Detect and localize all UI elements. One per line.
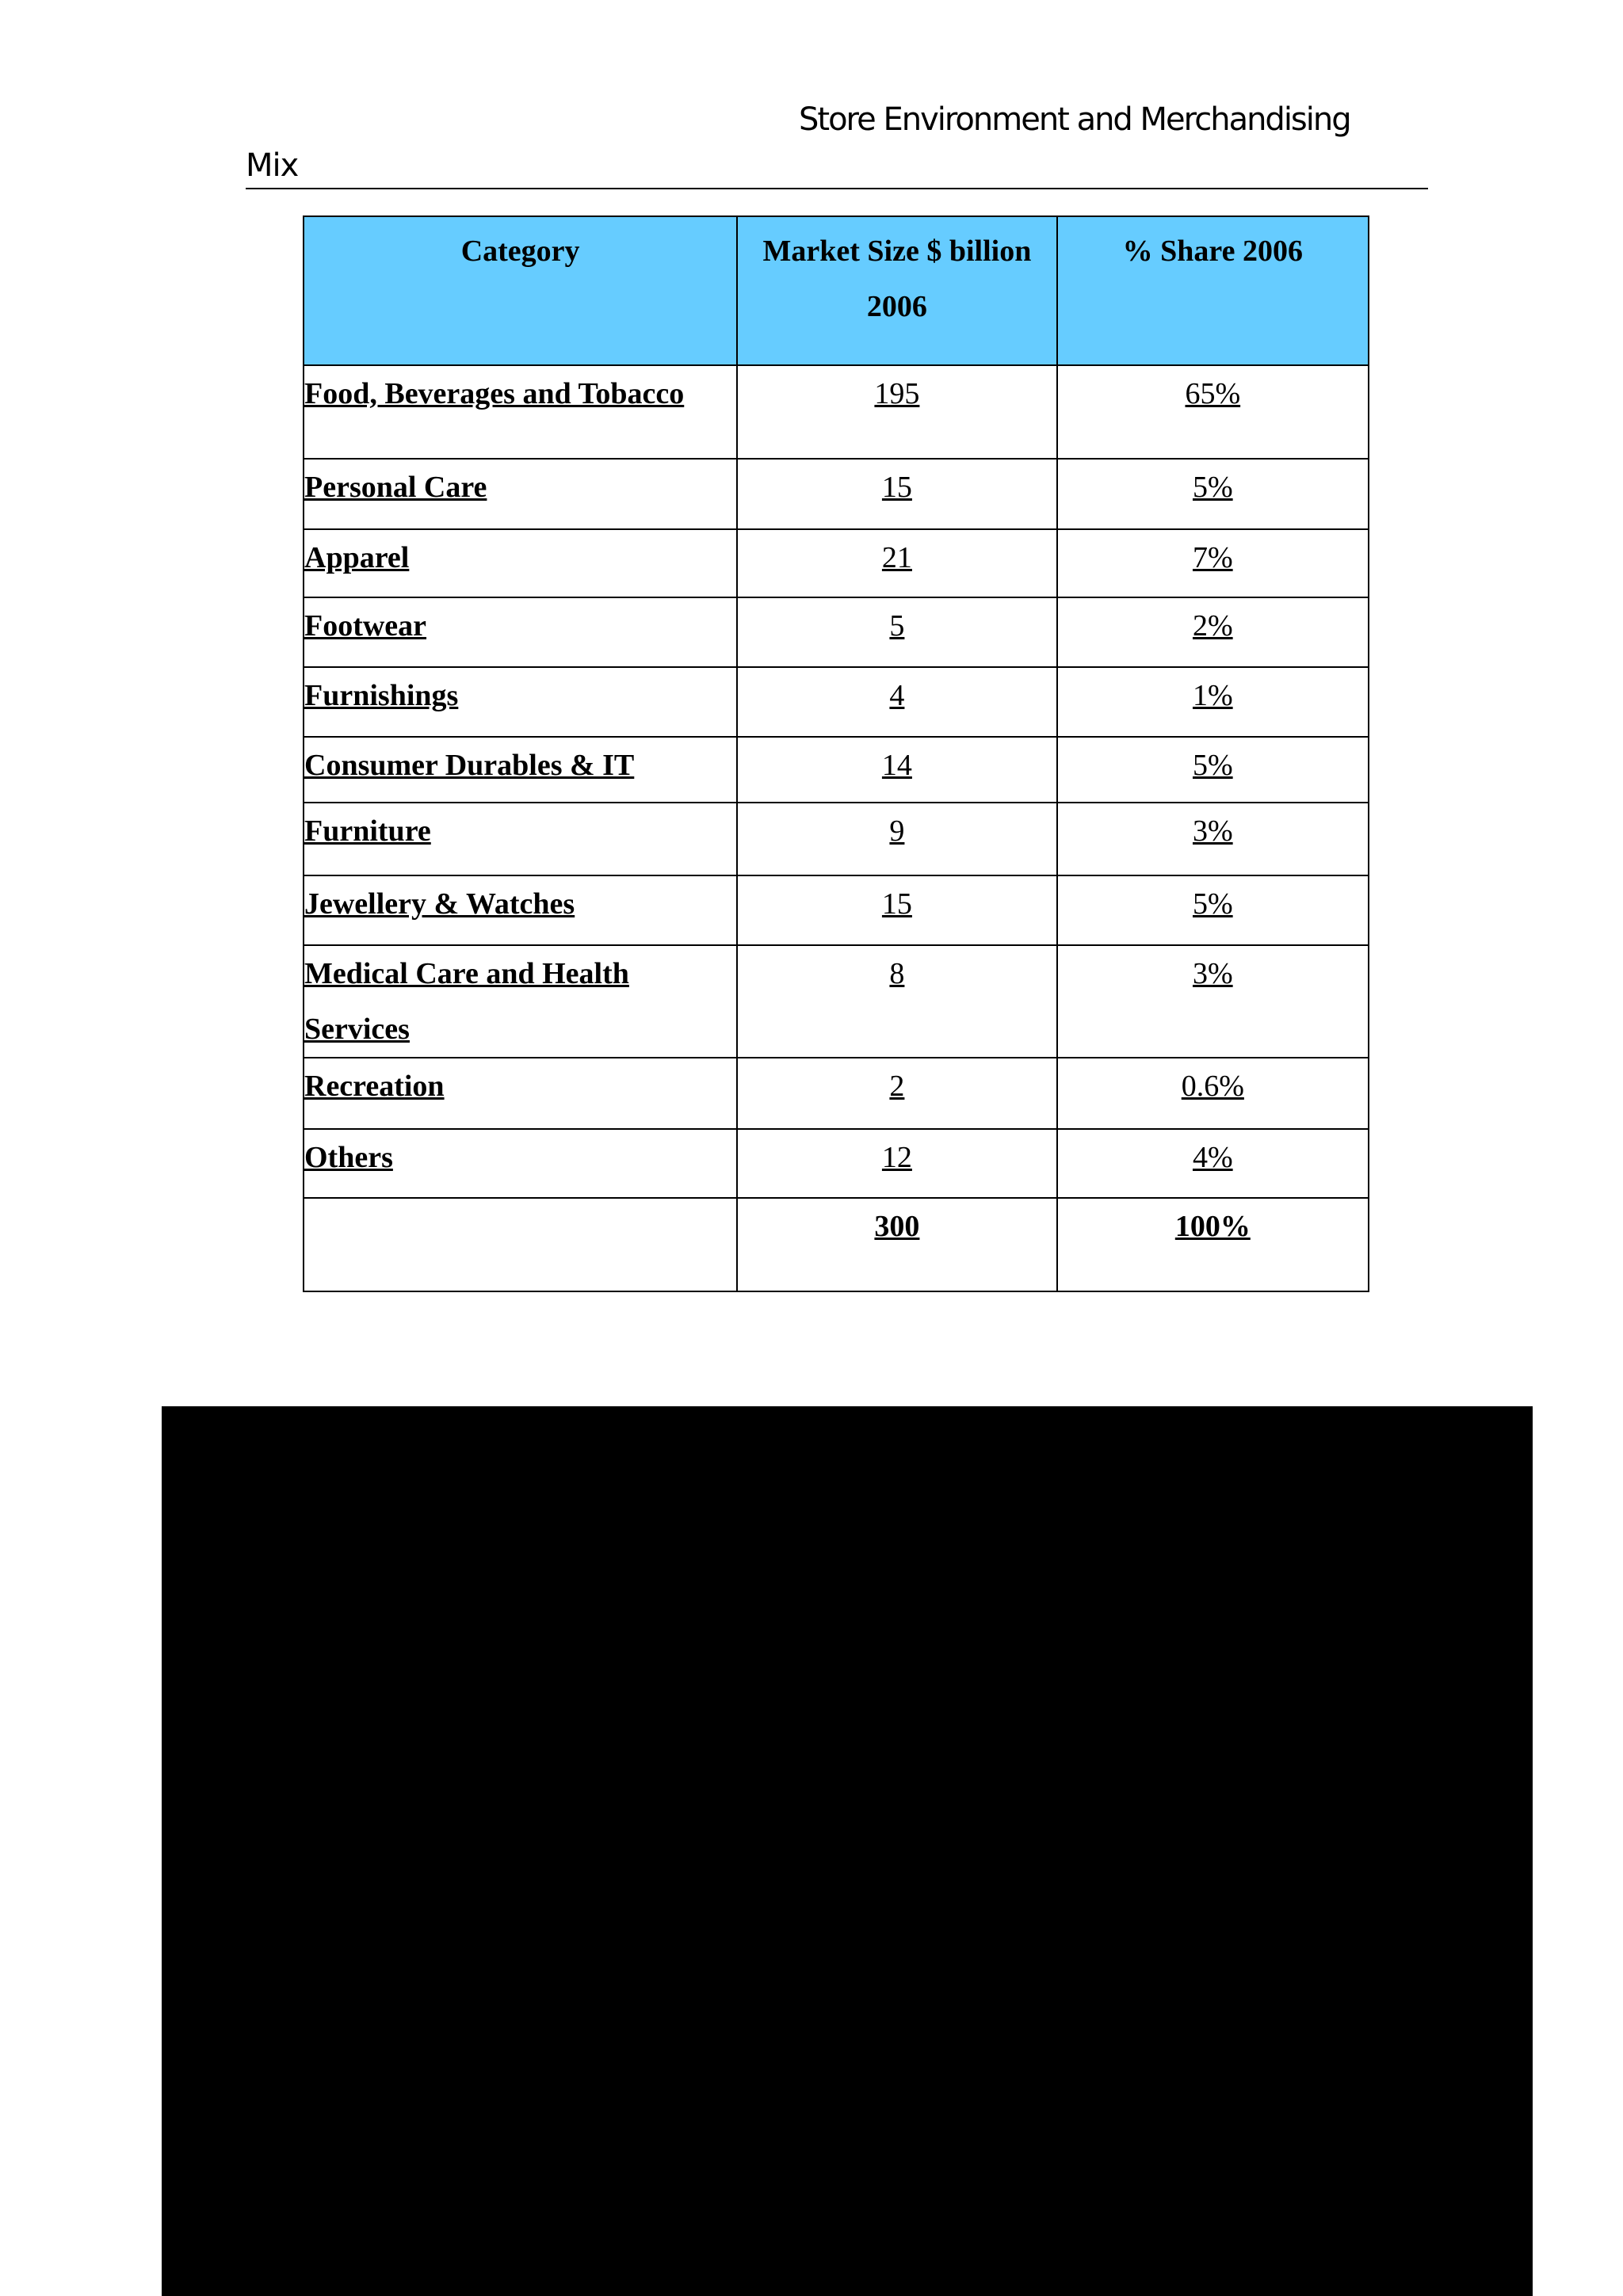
row-share: 2%: [1057, 597, 1369, 667]
row-market-size: 14: [737, 737, 1056, 803]
table-row: [304, 459, 1369, 529]
row-share: 3%: [1057, 945, 1369, 1058]
table-row: [304, 597, 1369, 667]
row-category: Jewellery & Watches: [304, 875, 737, 945]
total-category: [304, 1198, 737, 1291]
market-size-table: [303, 215, 1369, 1292]
header-category: Category: [304, 216, 737, 365]
row-market-size: 15: [737, 875, 1056, 945]
header-market-size-line2: 2006: [866, 290, 927, 323]
table-row: [304, 875, 1369, 945]
header-rule: [246, 188, 1428, 189]
running-header-continuation: Mix: [246, 147, 299, 184]
row-category: Footwear: [304, 597, 737, 667]
row-category: Furniture: [304, 803, 737, 875]
row-market-size: 21: [737, 529, 1056, 597]
table-row: [304, 803, 1369, 875]
row-share: 5%: [1057, 875, 1369, 945]
running-header: Store Environment and Merchandising: [799, 101, 1350, 138]
row-market-size: 5: [737, 597, 1056, 667]
row-share: 3%: [1057, 803, 1369, 875]
row-share: 5%: [1057, 459, 1369, 529]
redaction-block: [162, 1406, 1533, 2296]
row-category: Recreation: [304, 1058, 737, 1129]
row-market-size: 4: [737, 667, 1056, 737]
table-row: [304, 1058, 1369, 1129]
total-row: [304, 1198, 1369, 1291]
row-category: Food, Beverages and Tobacco: [304, 365, 737, 459]
row-share: 0.6%: [1057, 1058, 1369, 1129]
row-category: Personal Care: [304, 459, 737, 529]
row-market-size: 2: [737, 1058, 1056, 1129]
table-row: [304, 529, 1369, 597]
table-header-row: [304, 216, 1369, 365]
total-share: 100%: [1057, 1198, 1369, 1291]
table-row: [304, 365, 1369, 459]
row-category: Furnishings: [304, 667, 737, 737]
row-market-size: 195: [737, 365, 1056, 459]
table-row: [304, 1129, 1369, 1198]
header-share: % Share 2006: [1057, 216, 1369, 365]
row-category: Others: [304, 1129, 737, 1198]
row-category: Apparel: [304, 529, 737, 597]
header-market-size: [737, 216, 1056, 365]
table-row: [304, 737, 1369, 803]
row-share: 7%: [1057, 529, 1369, 597]
table-row: [304, 945, 1369, 1058]
row-share: 5%: [1057, 737, 1369, 803]
total-market-size: 300: [737, 1198, 1056, 1291]
row-share: 1%: [1057, 667, 1369, 737]
table-row: [304, 667, 1369, 737]
row-market-size: 9: [737, 803, 1056, 875]
row-share: 4%: [1057, 1129, 1369, 1198]
row-category: Consumer Durables & IT: [304, 737, 737, 803]
row-market-size: 12: [737, 1129, 1056, 1198]
header-market-size-line1: Market Size $ billion: [762, 235, 1032, 268]
row-market-size: 15: [737, 459, 1056, 529]
row-share: 65%: [1057, 365, 1369, 459]
row-market-size: 8: [737, 945, 1056, 1058]
row-category: Medical Care and Health Services: [304, 945, 737, 1058]
